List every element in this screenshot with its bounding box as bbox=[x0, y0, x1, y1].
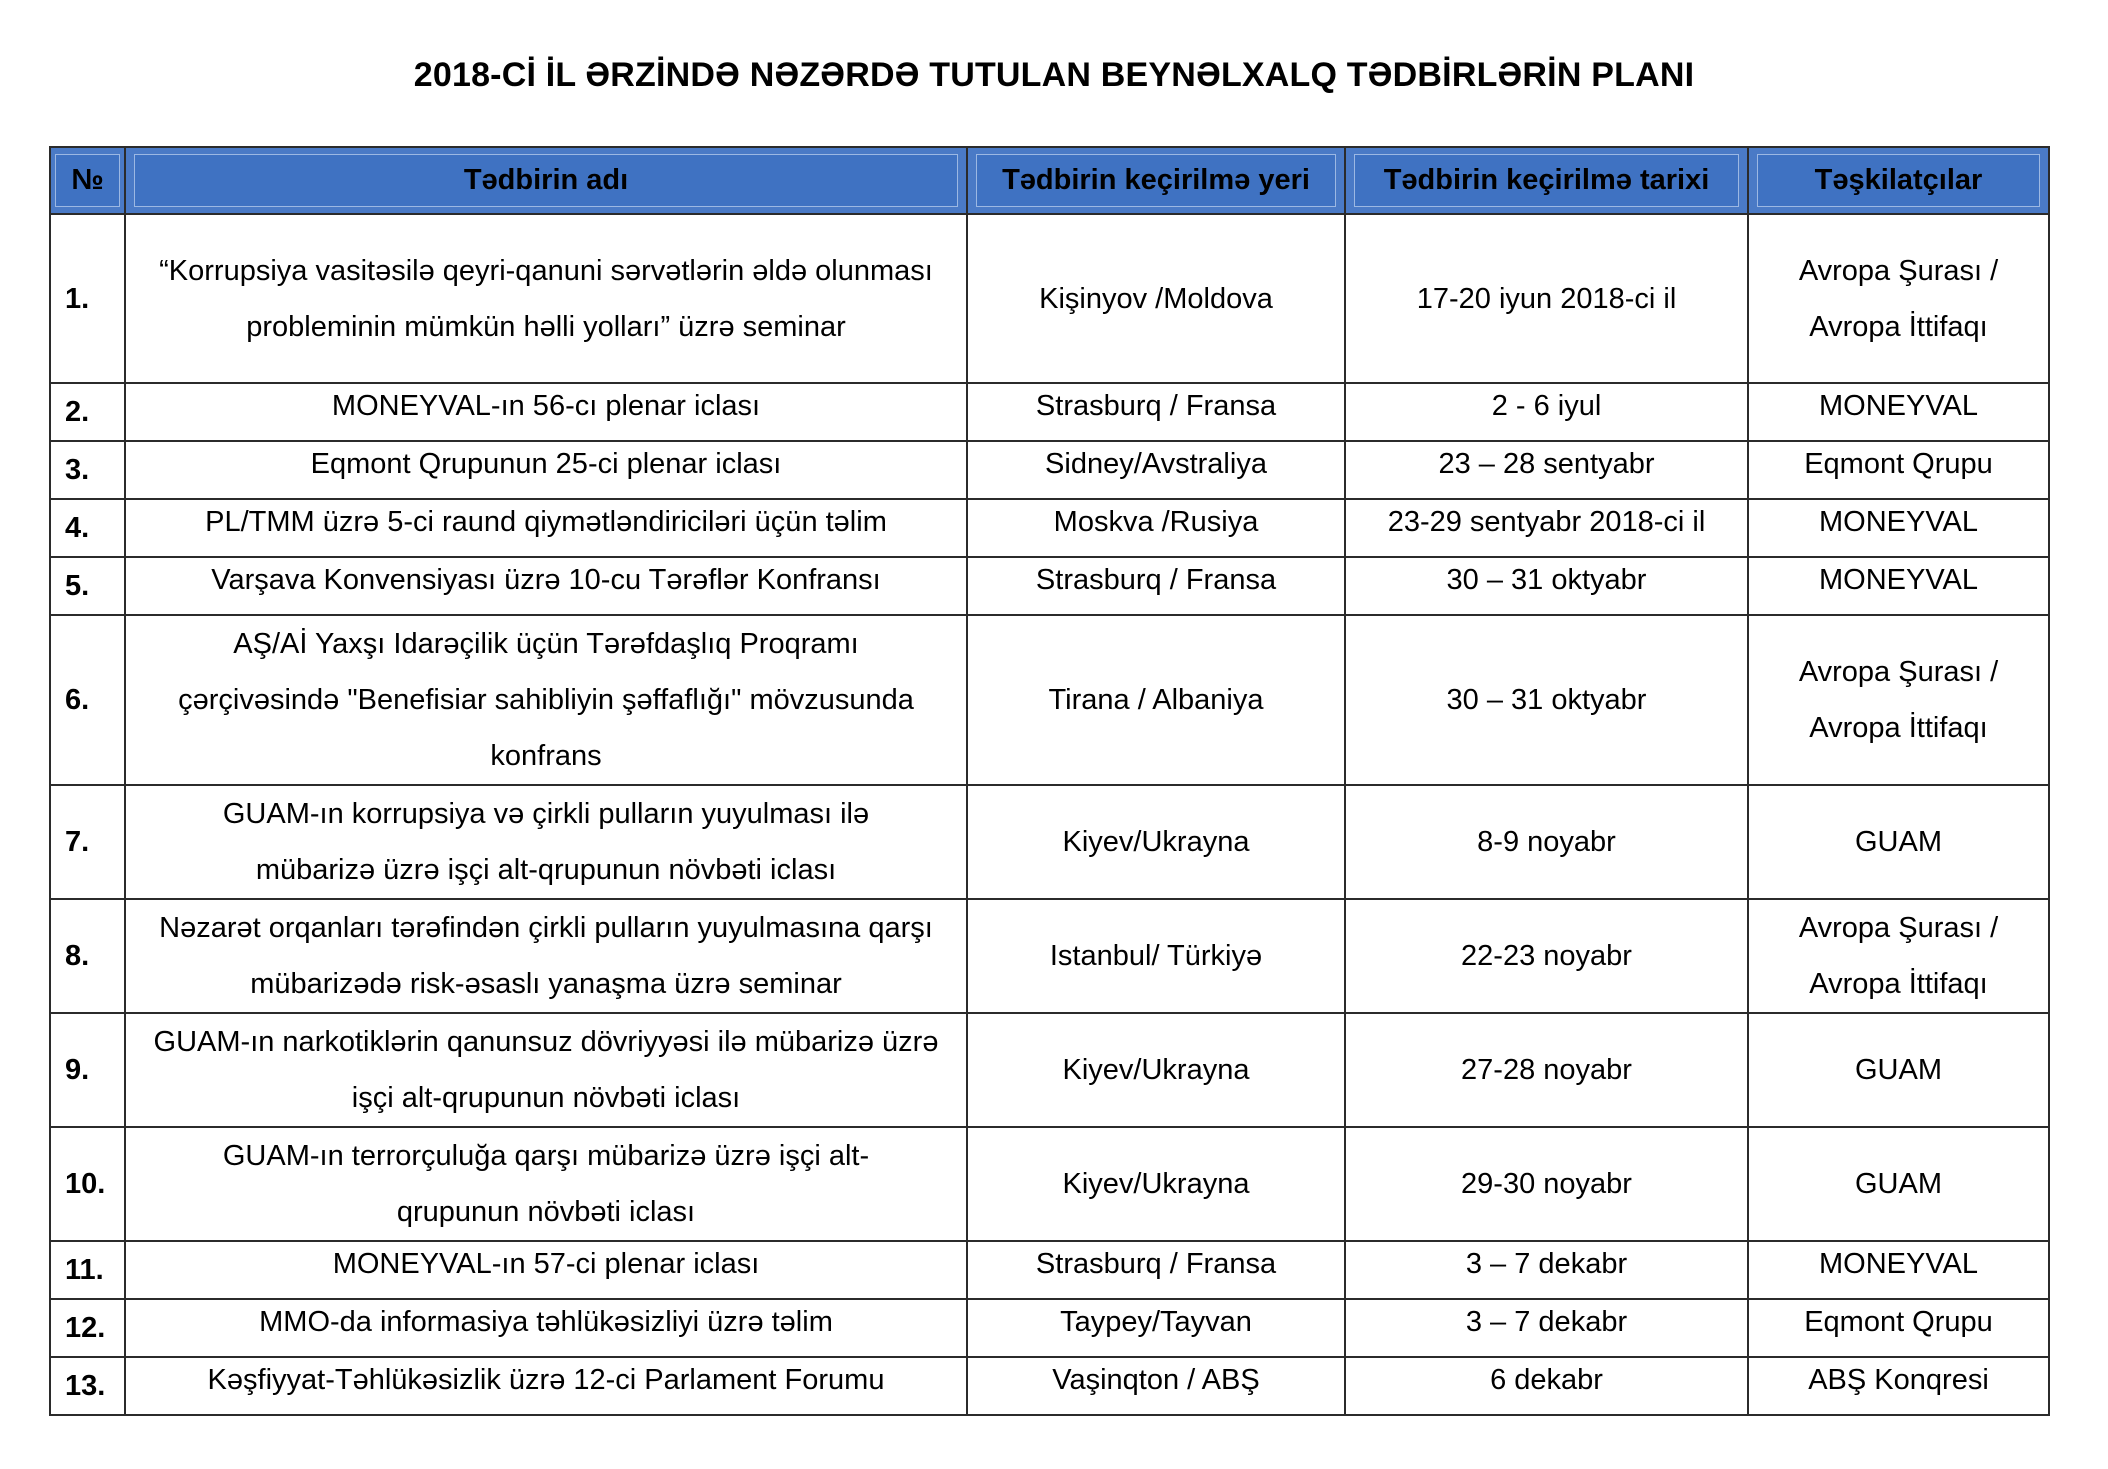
event-organizer: MONEYVAL bbox=[1748, 1241, 2049, 1299]
event-place: Sidney/Avstraliya bbox=[967, 441, 1345, 499]
event-organizer: GUAM bbox=[1748, 785, 2049, 899]
table-row bbox=[50, 1299, 2049, 1357]
event-date: 30 – 31 oktyabr bbox=[1345, 557, 1748, 615]
event-name: GUAM-ın terrorçuluğa qarşı mübarizə üzrə işçi alt-qrupunun növbəti iclası bbox=[125, 1127, 967, 1241]
event-date: 3 – 7 dekabr bbox=[1345, 1299, 1748, 1357]
event-name: MMO-da informasiya təhlükəsizliyi üzrə təlim bbox=[125, 1299, 967, 1357]
row-number: 3. bbox=[50, 441, 125, 499]
event-organizer: Avropa Şurası / Avropa İttifaqı bbox=[1748, 615, 2049, 785]
header-event-place: Tədbirin keçirilmə yeri bbox=[967, 147, 1345, 214]
row-number: 12. bbox=[50, 1299, 125, 1357]
event-name: “Korrupsiya vasitəsilə qeyri-qanuni sərvətlərin əldə olunması probleminin mümkün həlli yolları” üzrə seminar bbox=[125, 214, 967, 383]
row-number: 7. bbox=[50, 785, 125, 899]
table-row bbox=[50, 557, 2049, 615]
event-place: Kiyev/Ukrayna bbox=[967, 785, 1345, 899]
event-organizer: MONEYVAL bbox=[1748, 499, 2049, 557]
event-organizer: ABŞ Konqresi bbox=[1748, 1357, 2049, 1415]
event-date: 6 dekabr bbox=[1345, 1357, 1748, 1415]
event-organizer: MONEYVAL bbox=[1748, 557, 2049, 615]
row-number: 4. bbox=[50, 499, 125, 557]
event-place: Moskva /Rusiya bbox=[967, 499, 1345, 557]
row-number: 9. bbox=[50, 1013, 125, 1127]
table-row bbox=[50, 383, 2049, 441]
event-place: Taypey/Tayvan bbox=[967, 1299, 1345, 1357]
event-place: Kiyev/Ukrayna bbox=[967, 1127, 1345, 1241]
event-organizer: Avropa Şurası / Avropa İttifaqı bbox=[1748, 214, 2049, 383]
event-date: 17-20 iyun 2018-ci il bbox=[1345, 214, 1748, 383]
event-name: PL/TMM üzrə 5-ci raund qiymətləndiriciləri üçün təlim bbox=[125, 499, 967, 557]
table-row bbox=[50, 499, 2049, 557]
event-date: 8-9 noyabr bbox=[1345, 785, 1748, 899]
page-title: 2018-Cİ İL ƏRZİNDƏ NƏZƏRDƏ TUTULAN BEYNƏLXALQ TƏDBİRLƏRİN PLANI bbox=[413, 56, 1695, 94]
event-place: Vaşinqton / ABŞ bbox=[967, 1357, 1345, 1415]
event-date: 29-30 noyabr bbox=[1345, 1127, 1748, 1241]
event-name: AŞ/Aİ Yaxşı Idarəçilik üçün Tərəfdaşlıq Proqramı çərçivəsində "Benefisiar sahibliyin şəffaflığı" mövzusunda konfrans bbox=[125, 615, 967, 785]
header-event-name: Tədbirin adı bbox=[125, 147, 967, 214]
row-number: 10. bbox=[50, 1127, 125, 1241]
row-number: 5. bbox=[50, 557, 125, 615]
row-number: 8. bbox=[50, 899, 125, 1013]
event-date: 27-28 noyabr bbox=[1345, 1013, 1748, 1127]
row-number: 1. bbox=[50, 214, 125, 383]
event-date: 23-29 sentyabr 2018-ci il bbox=[1345, 499, 1748, 557]
header-number: № bbox=[50, 147, 125, 214]
event-date: 2 - 6 iyul bbox=[1345, 383, 1748, 441]
event-name: Eqmont Qrupunun 25-ci plenar iclası bbox=[125, 441, 967, 499]
event-place: Kiyev/Ukrayna bbox=[967, 1013, 1345, 1127]
event-place: Kişinyov /Moldova bbox=[967, 214, 1345, 383]
event-organizer: Eqmont Qrupu bbox=[1748, 441, 2049, 499]
event-place: Tirana / Albaniya bbox=[967, 615, 1345, 785]
table-header-row bbox=[50, 147, 2049, 214]
row-number: 13. bbox=[50, 1357, 125, 1415]
table-row bbox=[50, 1127, 2049, 1241]
table-row bbox=[50, 899, 2049, 1013]
event-name: MONEYVAL-ın 56-cı plenar iclası bbox=[125, 383, 967, 441]
event-name: Nəzarət orqanları tərəfindən çirkli pulların yuyulmasına qarşı mübarizədə risk-əsaslı yanaşma üzrə seminar bbox=[125, 899, 967, 1013]
table-row bbox=[50, 1013, 2049, 1127]
events-table bbox=[49, 146, 2050, 1416]
event-place: Strasburq / Fransa bbox=[967, 1241, 1345, 1299]
table-row bbox=[50, 1241, 2049, 1299]
table-row bbox=[50, 1357, 2049, 1415]
event-place: Strasburq / Fransa bbox=[967, 383, 1345, 441]
header-organizers: Təşkilatçılar bbox=[1748, 147, 2049, 214]
table-row bbox=[50, 214, 2049, 383]
row-number: 2. bbox=[50, 383, 125, 441]
event-organizer: Avropa Şurası / Avropa İttifaqı bbox=[1748, 899, 2049, 1013]
event-date: 3 – 7 dekabr bbox=[1345, 1241, 1748, 1299]
event-date: 22-23 noyabr bbox=[1345, 899, 1748, 1013]
event-name: GUAM-ın korrupsiya və çirkli pulların yuyulması ilə mübarizə üzrə işçi alt-qrupunun növbəti iclası bbox=[125, 785, 967, 899]
row-number: 6. bbox=[50, 615, 125, 785]
table-row bbox=[50, 441, 2049, 499]
event-date: 23 – 28 sentyabr bbox=[1345, 441, 1748, 499]
event-place: Istanbul/ Türkiyə bbox=[967, 899, 1345, 1013]
table-row bbox=[50, 785, 2049, 899]
event-date: 30 – 31 oktyabr bbox=[1345, 615, 1748, 785]
header-event-date: Tədbirin keçirilmə tarixi bbox=[1345, 147, 1748, 214]
event-name: GUAM-ın narkotiklərin qanunsuz dövriyyəsi ilə mübarizə üzrə işçi alt-qrupunun növbəti iclası bbox=[125, 1013, 967, 1127]
event-organizer: Eqmont Qrupu bbox=[1748, 1299, 2049, 1357]
row-number: 11. bbox=[50, 1241, 125, 1299]
event-organizer: MONEYVAL bbox=[1748, 383, 2049, 441]
event-name: Varşava Konvensiyası üzrə 10-cu Tərəflər Konfransı bbox=[125, 557, 967, 615]
event-organizer: GUAM bbox=[1748, 1013, 2049, 1127]
event-organizer: GUAM bbox=[1748, 1127, 2049, 1241]
table-row bbox=[50, 615, 2049, 785]
event-place: Strasburq / Fransa bbox=[967, 557, 1345, 615]
event-name: Kəşfiyyat-Təhlükəsizlik üzrə 12-ci Parlament Forumu bbox=[125, 1357, 967, 1415]
event-name: MONEYVAL-ın 57-ci plenar iclası bbox=[125, 1241, 967, 1299]
